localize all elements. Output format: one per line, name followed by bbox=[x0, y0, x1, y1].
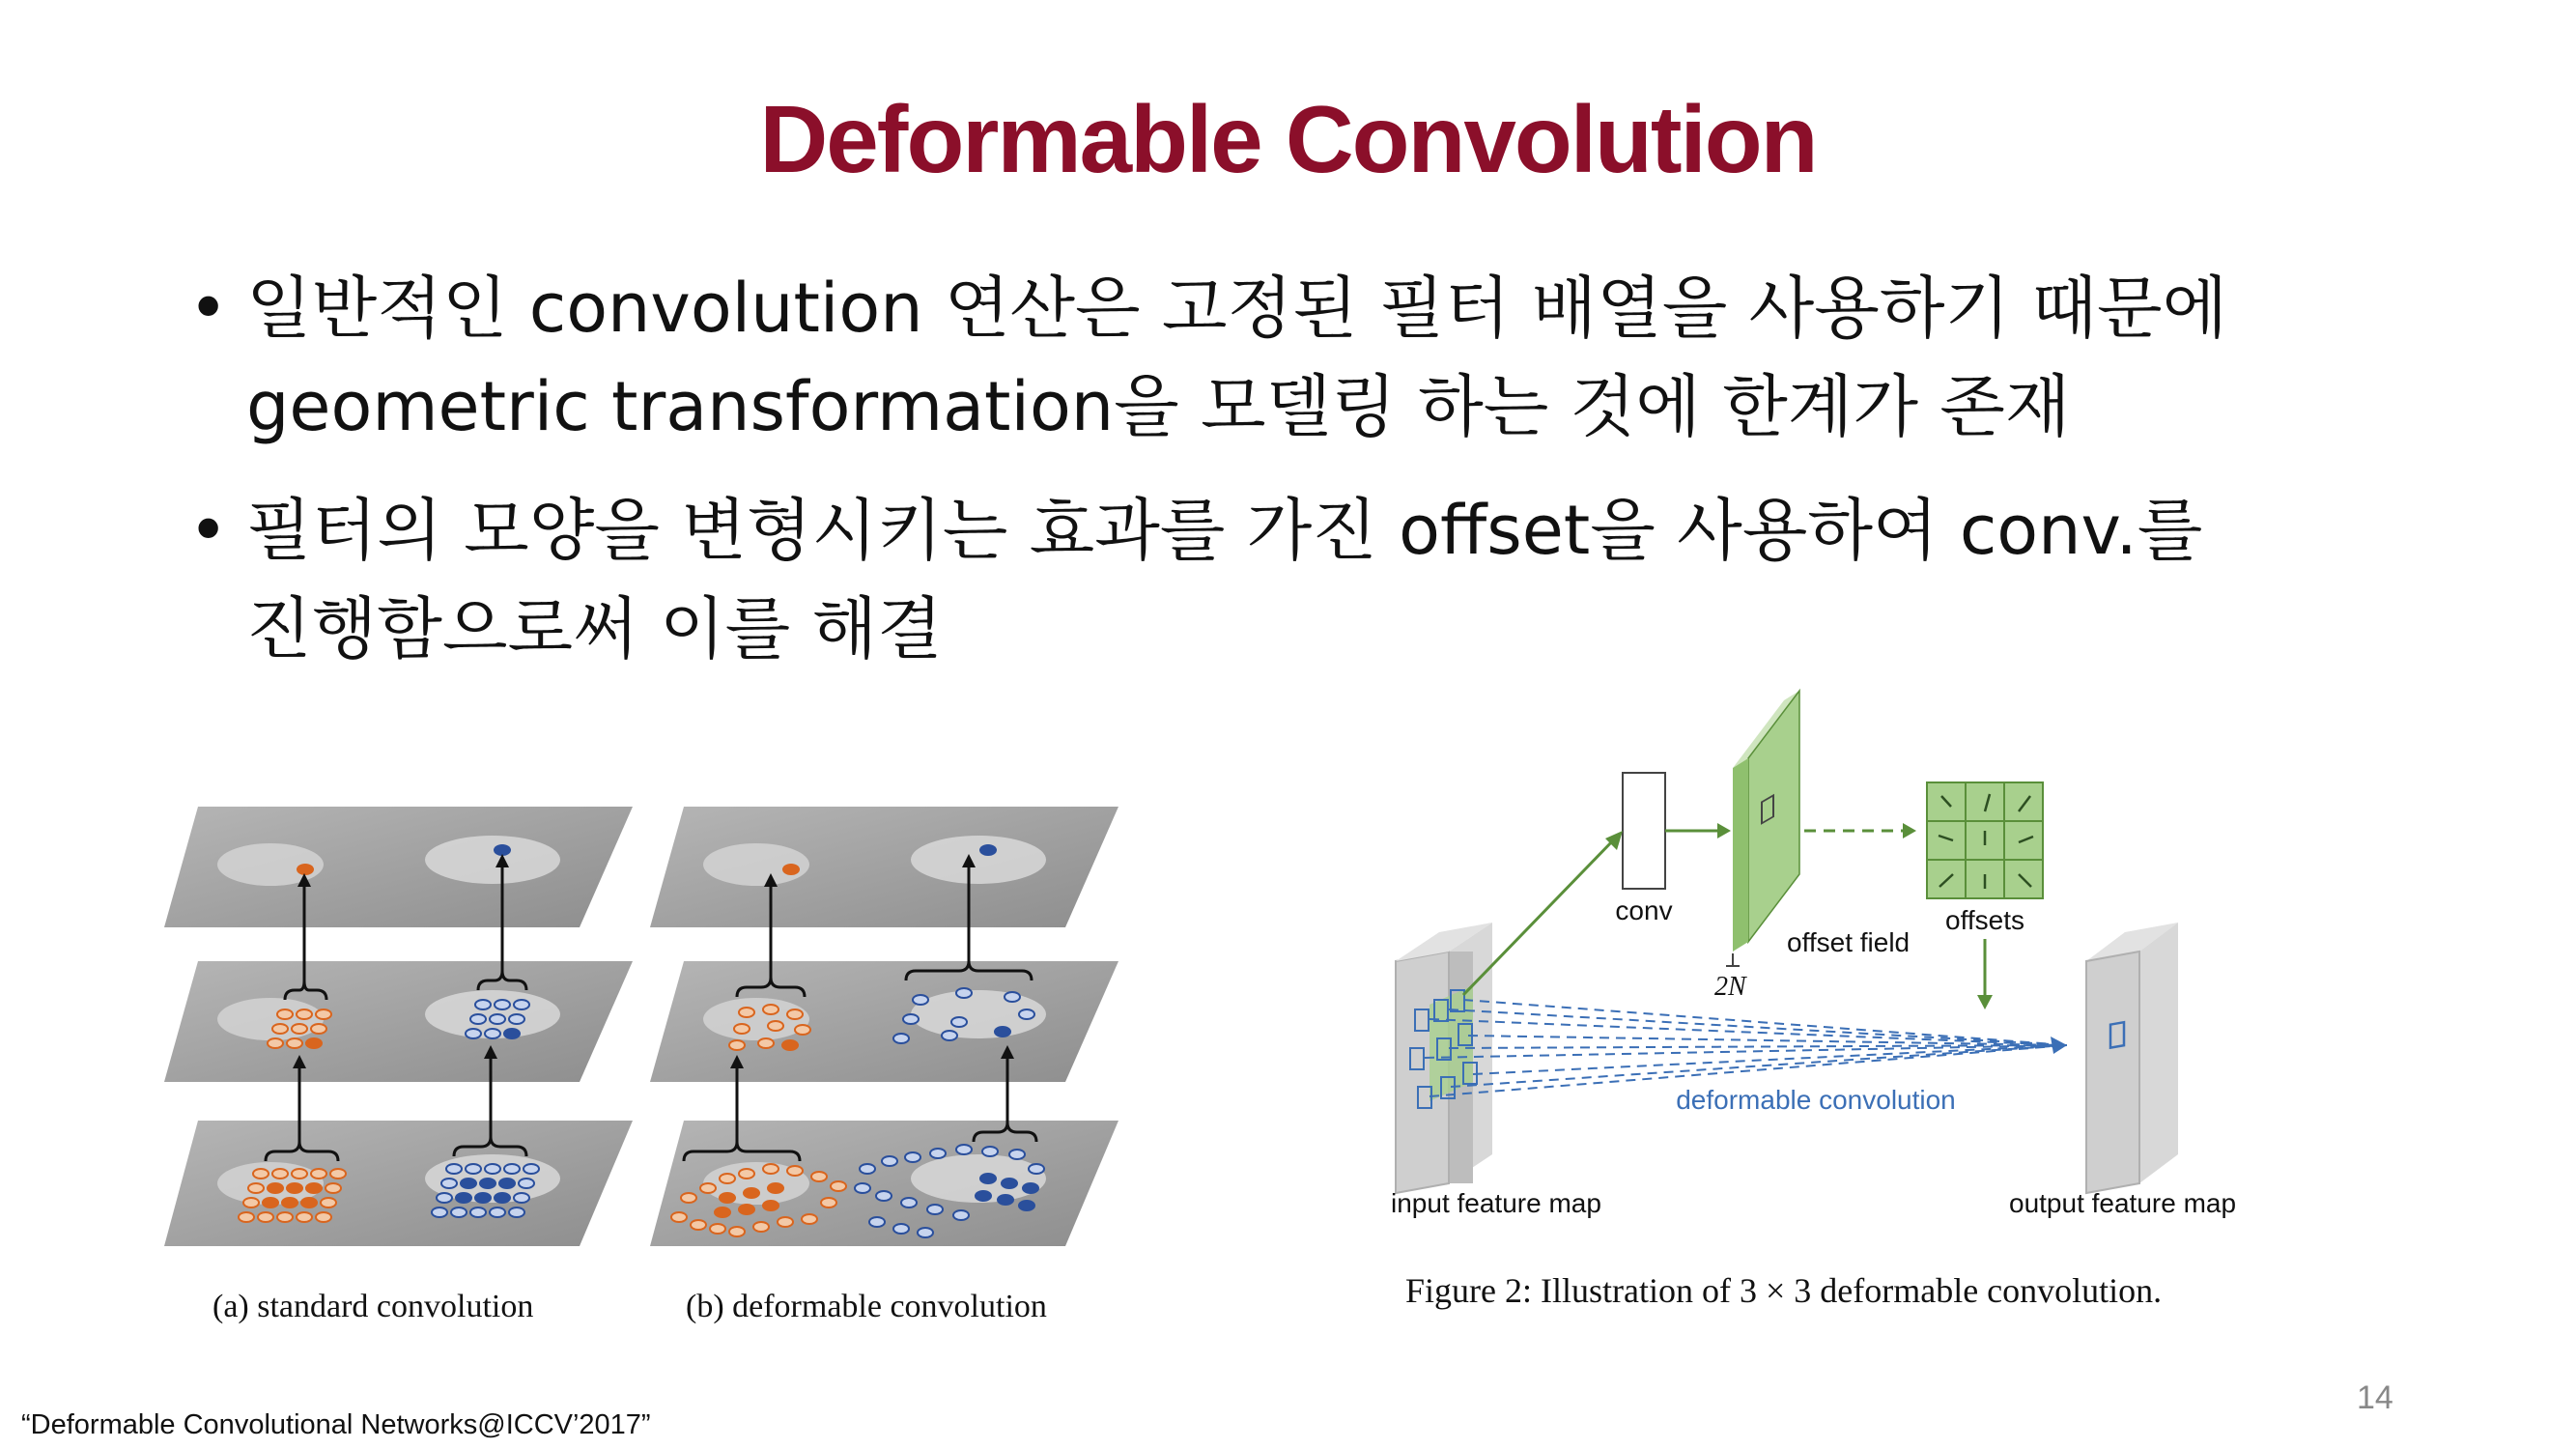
figure-caption: Figure 2: Illustration of 3 × 3 deformable convolution. bbox=[1405, 1271, 2163, 1310]
panel-a-layers bbox=[164, 807, 633, 1246]
two-n-label: 2N bbox=[1714, 972, 1746, 1002]
sampling-comparison-figure bbox=[145, 782, 1149, 1362]
bullet-item bbox=[188, 259, 2410, 456]
sheep-silhouette bbox=[911, 836, 1046, 884]
citation-footer: “Deformable Convolutional Networks@ICCV’2017” bbox=[21, 1409, 651, 1440]
bullet-list bbox=[188, 259, 2410, 703]
offset-field bbox=[1733, 758, 1748, 952]
panel-b-layers bbox=[650, 807, 1118, 1246]
output-feature-map-side bbox=[2139, 923, 2178, 1183]
conv-input-arrow bbox=[1463, 838, 1615, 995]
arrowhead bbox=[1717, 823, 1731, 838]
deformable-conv-diagram bbox=[1391, 676, 2357, 1343]
bullet-line: 일반적인 convolution 연산은 고정된 필터 배열을 사용하기 때문에 bbox=[246, 269, 2228, 348]
bullet-line: geometric transformation을 모델링 하는 것에 한계가 존재 bbox=[246, 367, 2071, 446]
receptive-field-grid-orange bbox=[268, 1009, 331, 1048]
slide-title: Deformable Convolution bbox=[759, 86, 1817, 192]
deformable-projection-lines bbox=[1425, 1000, 2067, 1096]
offset-field-label: offset field bbox=[1787, 927, 1911, 957]
activation-unit-orange bbox=[782, 864, 800, 875]
caption-deformable-convolution: (b) deformable convolution bbox=[686, 1289, 1047, 1324]
conv-block bbox=[1623, 773, 1665, 889]
conv-label: conv bbox=[1615, 895, 1673, 925]
caption-standard-convolution: (a) standard convolution bbox=[212, 1289, 534, 1324]
bullet-item bbox=[188, 481, 2410, 678]
activation-unit-orange bbox=[297, 864, 314, 875]
sheep-silhouette bbox=[425, 836, 560, 884]
bullet-line: 진행함으로써 이를 해결 bbox=[246, 589, 943, 668]
receptive-field-grid-blue bbox=[466, 1000, 529, 1038]
output-feature-map-label: output feature map bbox=[2009, 1188, 2237, 1218]
offsets-grid bbox=[1927, 782, 2043, 898]
arrowhead bbox=[1977, 995, 1993, 1009]
arrowhead bbox=[2051, 1037, 2067, 1054]
input-feature-map-label: input feature map bbox=[1391, 1188, 1601, 1218]
bullet-marker: • bbox=[188, 491, 229, 570]
offsets-label: offsets bbox=[1945, 905, 2024, 935]
bullet-marker: • bbox=[188, 269, 229, 348]
deformable-convolution-label: deformable convolution bbox=[1676, 1085, 1956, 1115]
output-feature-map bbox=[2086, 952, 2139, 1193]
arrowhead bbox=[1903, 823, 1916, 838]
activation-unit-blue bbox=[979, 844, 997, 856]
bullet-line: 필터의 모양을 변형시키는 효과를 가진 offset을 사용하여 conv.를 bbox=[246, 491, 2203, 570]
page-number: 14 bbox=[2357, 1379, 2393, 1416]
deformed-grid-orange bbox=[729, 1005, 810, 1050]
